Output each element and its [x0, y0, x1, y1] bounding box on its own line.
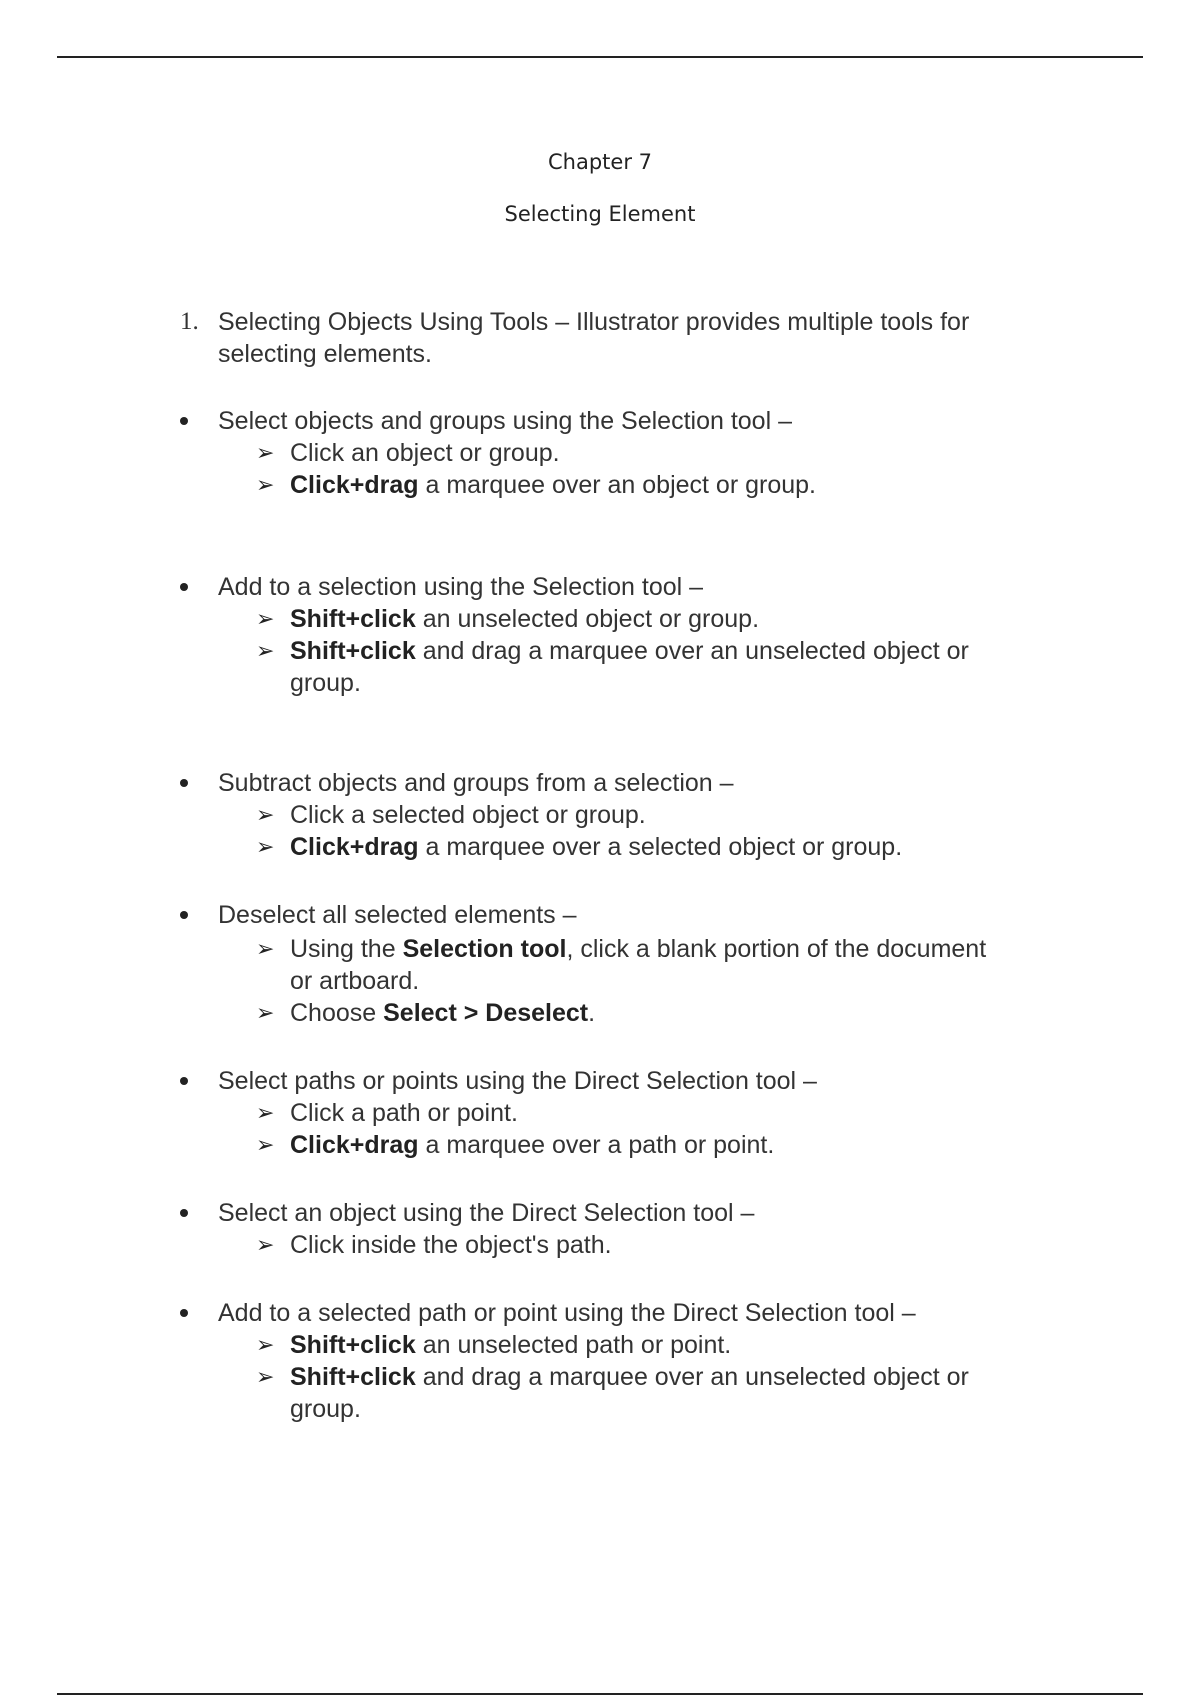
arrow-bullet-icon: ➢ — [256, 1132, 275, 1157]
sub-item-text: Click a selected object or group. — [290, 801, 646, 829]
sub-item — [290, 469, 816, 501]
sub-item-text: and drag a marquee over an unselected object or — [415, 637, 969, 665]
sub-item — [290, 1229, 612, 1261]
sub-item — [290, 997, 595, 1029]
arrow-bullet-icon: ➢ — [256, 834, 275, 859]
sub-item-text: a marquee over an object or group. — [418, 471, 816, 499]
sub-item-text: Click an object or group. — [290, 439, 560, 467]
section-heading-line: selecting elements. — [218, 340, 433, 368]
sub-item — [290, 1097, 518, 1129]
sub-item-bold: Click+drag — [290, 833, 419, 861]
arrow-bullet-icon: ➢ — [256, 1000, 275, 1025]
bullet-heading: Select an object using the Direct Selection tool – — [218, 1199, 755, 1227]
bullet-icon — [180, 417, 188, 425]
chapter-label: Chapter 7 — [548, 150, 652, 174]
sub-item-continuation: group. — [290, 669, 361, 697]
sub-item-bold: Shift+click — [290, 1363, 416, 1391]
footer-rule — [57, 1693, 1143, 1695]
sub-item-pre: Using the — [290, 935, 403, 963]
arrow-bullet-icon: ➢ — [256, 606, 275, 631]
sub-item — [290, 1361, 969, 1393]
sub-item — [290, 831, 902, 863]
sub-item — [290, 933, 986, 965]
bullet-heading: Subtract objects and groups from a selection – — [218, 769, 734, 797]
bullet-icon — [180, 1309, 188, 1317]
sub-item-bold: Click+drag — [290, 1131, 419, 1159]
sub-item — [290, 1129, 774, 1161]
sub-item-text: . — [588, 999, 596, 1027]
arrow-bullet-icon: ➢ — [256, 802, 275, 827]
sub-item-text: an unselected path or point. — [415, 1331, 732, 1359]
sub-item-bold: Click+drag — [290, 471, 419, 499]
sub-item-bold: Selection tool — [402, 935, 567, 963]
sub-item-pre: Choose — [290, 999, 384, 1027]
arrow-bullet-icon: ➢ — [256, 1364, 275, 1389]
sub-item-bold: Shift+click — [290, 1331, 416, 1359]
arrow-bullet-icon: ➢ — [256, 1332, 275, 1357]
sub-item-continuation: group. — [290, 1395, 361, 1423]
bullet-heading: Add to a selected path or point using the Direct Selection tool – — [218, 1299, 916, 1327]
bullet-heading: Select paths or points using the Direct Selection tool – — [218, 1067, 817, 1095]
sub-item-bold: Shift+click — [290, 637, 416, 665]
bullet-icon — [180, 911, 188, 919]
page-title: Selecting Element — [504, 202, 696, 226]
sub-item-text: and drag a marquee over an unselected object or — [415, 1363, 969, 1391]
section-heading-line: Selecting Objects Using Tools – Illustrator provides multiple tools for — [218, 308, 970, 336]
sub-item-continuation: or artboard. — [290, 967, 420, 995]
bullet-heading: Select objects and groups using the Selection tool – — [218, 407, 792, 435]
arrow-bullet-icon: ➢ — [256, 1232, 275, 1257]
arrow-bullet-icon: ➢ — [256, 1100, 275, 1125]
sub-item-bold: Shift+click — [290, 605, 416, 633]
sub-item — [290, 437, 560, 469]
section-number: 1. — [180, 308, 199, 335]
sub-item-text: a marquee over a path or point. — [418, 1131, 775, 1159]
sub-item-text: Click inside the object's path. — [290, 1231, 612, 1259]
sub-item — [290, 799, 646, 831]
sub-item-text: , click a blank portion of the document — [566, 935, 987, 963]
arrow-bullet-icon: ➢ — [256, 936, 275, 961]
bullet-icon — [180, 1077, 188, 1085]
sub-item — [290, 1329, 731, 1361]
sub-item — [290, 603, 759, 635]
sub-item — [290, 635, 969, 667]
sub-item-bold: Select > Deselect — [383, 999, 589, 1027]
bullet-icon — [180, 779, 188, 787]
sub-item-text: Click a path or point. — [290, 1099, 518, 1127]
sub-item-text: a marquee over a selected object or group. — [418, 833, 903, 861]
bullet-icon — [180, 583, 188, 591]
bullet-heading: Deselect all selected elements – — [218, 901, 577, 929]
arrow-bullet-icon: ➢ — [256, 472, 275, 497]
sub-item-text: an unselected object or group. — [415, 605, 760, 633]
bullet-heading: Add to a selection using the Selection tool – — [218, 573, 704, 601]
arrow-bullet-icon: ➢ — [256, 440, 275, 465]
arrow-bullet-icon: ➢ — [256, 638, 275, 663]
bullet-icon — [180, 1209, 188, 1217]
